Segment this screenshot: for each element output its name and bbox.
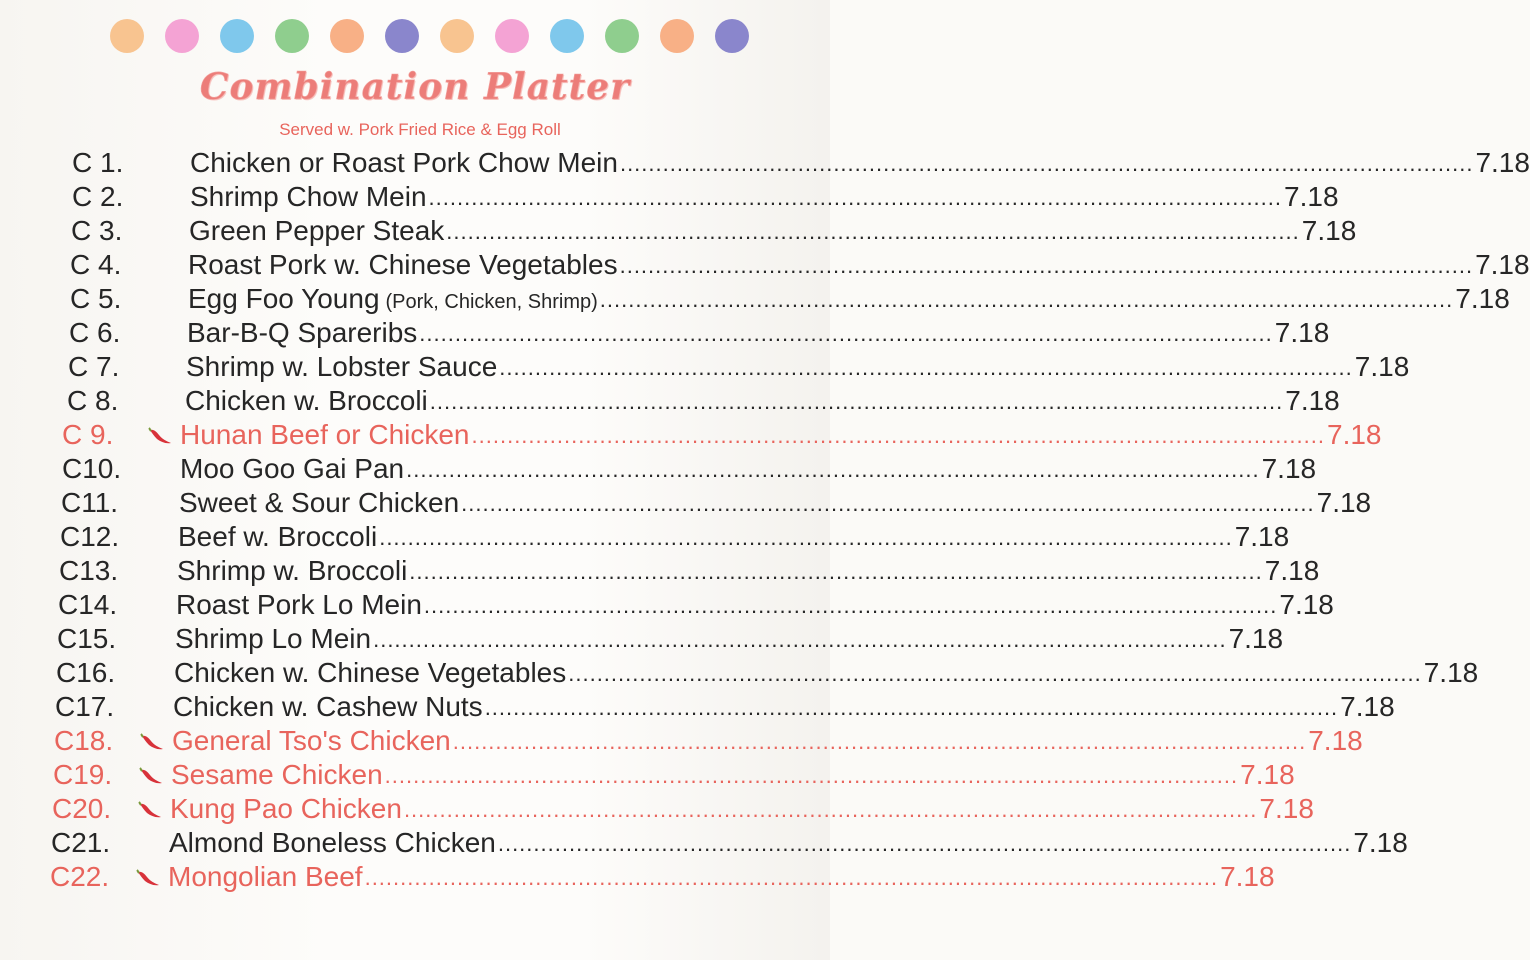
menu-item-row (61, 487, 1372, 519)
menu-item-row (53, 759, 1295, 791)
item-code: C16. (56, 657, 116, 688)
chili-pepper-icon (131, 761, 171, 793)
item-name: Egg Foo Young (188, 283, 380, 314)
item-code: C14. (58, 589, 118, 620)
item-name: Mongolian Beef (168, 861, 363, 892)
page-title: Combination Platter (199, 66, 631, 108)
item-name: Hunan Beef or Chicken (180, 419, 470, 450)
item-price: 7.18 (1455, 283, 1510, 314)
dot-leader: ........................................................................................................................ (568, 661, 1422, 686)
item-price: 7.18 (1284, 181, 1339, 212)
item-code: C11. (61, 487, 119, 518)
item-price: 7.18 (1354, 351, 1410, 382)
menu-item-row (58, 589, 1334, 621)
page-subtitle: Served w. Pork Fried Rice & Egg Roll (279, 120, 561, 139)
item-price: 7.18 (1340, 691, 1395, 722)
item-price: 7.18 (1475, 147, 1530, 178)
dot-leader: ........................................................................................................................ (446, 219, 1300, 244)
dot-leader: ........................................................................................................................ (471, 423, 1325, 448)
menu-item-row (52, 793, 1314, 825)
menu-item-row (50, 861, 1275, 893)
dot-leader: ........................................................................................................................ (499, 355, 1353, 380)
dot-leader: ........................................................................................................................ (379, 525, 1233, 550)
item-name: Kung Pao Chicken (170, 793, 402, 824)
item-price: 7.18 (1327, 419, 1382, 450)
item-code: C 6. (69, 317, 121, 348)
dot-leader: ........................................................................................................................ (461, 491, 1315, 516)
menu-item-row (72, 181, 1339, 213)
decorative-dot (605, 19, 639, 53)
decorative-dot (715, 19, 749, 53)
dot-leader: ........................................................................................................................ (428, 185, 1283, 210)
decorative-dot (550, 19, 584, 53)
item-name: Bar-B-Q Spareribs (187, 317, 418, 348)
item-code: C 9. (62, 419, 114, 450)
menu-item-row (67, 385, 1340, 417)
decorative-dot (275, 19, 309, 53)
decorative-dot (660, 19, 694, 53)
item-price: 7.18 (1228, 623, 1284, 654)
dot-leader: ........................................................................................................................ (429, 389, 1284, 414)
item-price: 7.18 (1301, 215, 1357, 246)
dot-leader: ........................................................................................................................ (484, 695, 1339, 720)
item-name: General Tso's Chicken (172, 725, 451, 756)
dot-leader: ........................................................................................................................ (364, 865, 1219, 890)
decorative-dot (220, 19, 254, 53)
chili-pepper-icon (132, 727, 172, 759)
chili-pepper-icon (130, 795, 170, 827)
item-name: Sweet & Sour Chicken (179, 487, 460, 518)
item-name: Chicken w. Cashew Nuts (173, 691, 483, 722)
dot-leader: ........................................................................................................................ (406, 457, 1260, 482)
item-code: C 1. (72, 147, 124, 178)
item-name: Green Pepper Steak (189, 215, 445, 246)
item-code: C 3. (71, 215, 123, 246)
item-name: Moo Goo Gai Pan (180, 453, 405, 484)
item-price: 7.18 (1475, 249, 1530, 280)
dot-leader: ........................................................................................................................ (619, 253, 1474, 278)
decorative-dot (495, 19, 529, 53)
item-name: Roast Pork Lo Mein (176, 589, 422, 620)
menu-item-row (56, 657, 1479, 689)
decorative-dot (440, 19, 474, 53)
menu-item-row (70, 249, 1530, 281)
dot-leader: ........................................................................................................................ (409, 559, 1263, 584)
menu-item-row (57, 623, 1284, 655)
decorative-dot (385, 19, 419, 53)
item-name: Chicken w. Broccoli (185, 385, 428, 416)
item-code: C21. (51, 827, 111, 858)
dot-leader: ........................................................................................................................ (619, 151, 1474, 176)
item-code: C22. (50, 861, 110, 892)
chili-pepper-icon (140, 421, 180, 453)
item-name: Shrimp Chow Mein (190, 181, 427, 212)
item-code: C20. (52, 793, 112, 824)
item-price: 7.18 (1285, 385, 1340, 416)
item-code: C15. (57, 623, 117, 654)
item-price: 7.18 (1274, 317, 1330, 348)
decorative-dot (110, 19, 144, 53)
dot-leader: ........................................................................................................................ (373, 627, 1227, 652)
item-price: 7.18 (1353, 827, 1408, 858)
dot-leader: ........................................................................................................................ (423, 593, 1278, 618)
item-code: C18. (54, 725, 114, 756)
dot-leader: ........................................................................................................................ (497, 831, 1352, 856)
dot-leader: ........................................................................................................................ (384, 763, 1239, 788)
menu-item-row (59, 555, 1320, 587)
item-code: C 8. (67, 385, 119, 416)
item-name: Chicken w. Chinese Vegetables (174, 657, 567, 688)
item-code: C 2. (72, 181, 124, 212)
menu-item-row (72, 147, 1530, 179)
menu-item-row (60, 521, 1290, 553)
item-name: Almond Boneless Chicken (169, 827, 496, 858)
item-name: Chicken or Roast Pork Chow Mein (190, 147, 618, 178)
menu-item-row (62, 453, 1317, 485)
item-code: C 7. (68, 351, 120, 382)
menu-item-row (62, 419, 1382, 451)
chili-pepper-icon (128, 863, 168, 895)
item-price: 7.18 (1220, 861, 1275, 892)
dot-leader: ........................................................................................................................ (419, 321, 1273, 346)
item-name: Sesame Chicken (171, 759, 383, 790)
item-price: 7.18 (1261, 453, 1317, 484)
item-code: C13. (59, 555, 119, 586)
item-price: 7.18 (1259, 793, 1314, 824)
item-price: 7.18 (1316, 487, 1372, 518)
menu-item-row (68, 351, 1410, 383)
item-price: 7.18 (1234, 521, 1290, 552)
dot-leader: ........................................................................................................................ (403, 797, 1258, 822)
dot-leader: ........................................................................................................................ (599, 287, 1454, 312)
item-code: C12. (60, 521, 120, 552)
item-name: Beef w. Broccoli (178, 521, 378, 552)
item-price: 7.18 (1279, 589, 1334, 620)
menu-item-row (71, 215, 1357, 247)
item-code: C19. (53, 759, 113, 790)
item-price: 7.18 (1264, 555, 1320, 586)
item-code: C 4. (70, 249, 122, 280)
menu-item-row (70, 283, 1510, 315)
item-price: 7.18 (1240, 759, 1295, 790)
item-name: Shrimp Lo Mein (175, 623, 372, 654)
menu-item-row (69, 317, 1330, 349)
menu-item-row (54, 725, 1363, 757)
item-code: C10. (62, 453, 122, 484)
item-code: C17. (55, 691, 115, 722)
decorative-dot-row (110, 18, 740, 54)
menu-item-row (55, 691, 1395, 723)
item-name: Shrimp w. Broccoli (177, 555, 408, 586)
menu-item-row (51, 827, 1408, 859)
decorative-dot (165, 19, 199, 53)
item-code: C 5. (70, 283, 122, 314)
item-note: (Pork, Chicken, Shrimp) (385, 291, 598, 313)
dot-leader: ........................................................................................................................ (452, 729, 1307, 754)
item-name: Shrimp w. Lobster Sauce (186, 351, 498, 382)
item-name: Roast Pork w. Chinese Vegetables (188, 249, 618, 280)
item-price: 7.18 (1308, 725, 1363, 756)
decorative-dot (330, 19, 364, 53)
item-price: 7.18 (1423, 657, 1479, 688)
